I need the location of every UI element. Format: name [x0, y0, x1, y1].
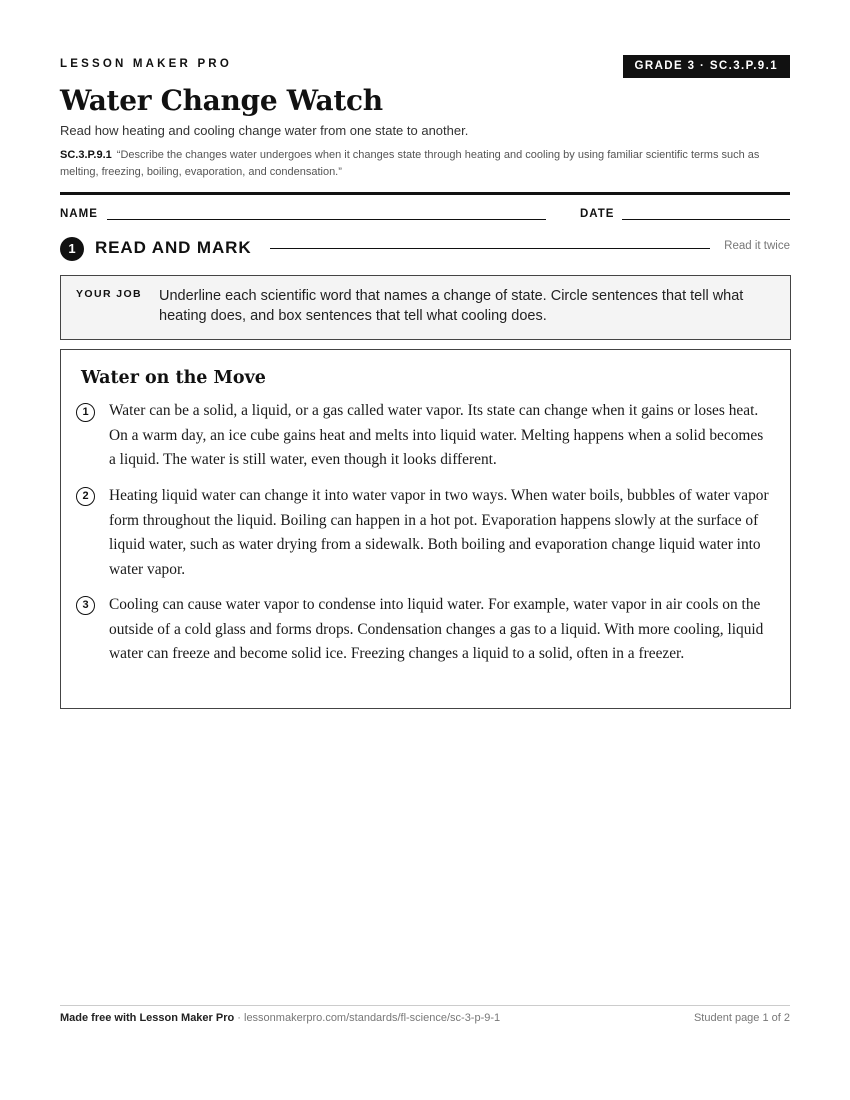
standard-statement — [60, 147, 792, 181]
date-field[interactable] — [622, 219, 790, 220]
section-divider — [270, 248, 710, 249]
your-job-box — [60, 275, 791, 340]
passage-paragraph: Heating liquid water can change it into water vapor in two ways. When water boils, bubbles of water vapor form throughout the liquid. Boiling can happen in a hot pot. Evaporation happens slowly at the surface of liquid water, such as water drying from a sidewalk. Both boiling and evaporation change liquid water into water vapor. — [109, 487, 769, 578]
footer-credit — [60, 1012, 500, 1024]
passage-paragraph: Cooling can cause water vapor to condense into liquid water. For example, water vapor in air cools on the outside of a cold glass and forms drops. Condensation changes a gas to a liquid. With more cooling, liquid water can freeze and become solid ice. Freezing changes a liquid to a solid, often in a freezer. — [109, 596, 764, 662]
name-label: NAME — [60, 208, 98, 220]
section-read-and-mark — [60, 237, 790, 261]
brand-name: LESSON MAKER PRO — [60, 58, 232, 70]
page-header — [60, 55, 790, 79]
section-number-badge: 1 — [60, 237, 84, 261]
paragraph-number-badge: 3 — [76, 596, 95, 615]
footer-divider — [60, 1005, 790, 1006]
header-divider — [60, 192, 790, 195]
reading-passage — [60, 349, 791, 709]
passage-paragraph: Water can be a solid, a liquid, or a gas called water vapor. Its state can change when it gains or loses heat. On a warm day, an ice cube gains heat and melts into liquid water. Melting happens when a solid becomes a liquid. The water is still water, even though it looks different. — [109, 402, 764, 468]
footer-separator: · — [234, 1012, 244, 1024]
standard-code: SC.3.P.9.1 — [60, 149, 112, 161]
section-note: Read it twice — [724, 240, 790, 252]
paragraph-number-badge: 1 — [76, 403, 95, 422]
worksheet-title: Water Change Watch — [60, 84, 383, 117]
worksheet-subtitle: Read how heating and cooling change water from one state to another. — [60, 123, 469, 138]
section-title: READ AND MARK — [95, 238, 252, 257]
date-label: DATE — [580, 208, 615, 220]
standard-text: “Describe the changes water undergoes when it changes state through heating and cooling by using familiar scientific terms such as melting, freezing, boiling, evaporation, and condensation.” — [60, 149, 760, 178]
paragraph-number-badge: 2 — [76, 487, 95, 506]
footer-url-link[interactable]: lessonmakerpro.com/standards/fl-science/sc-3-p-9-1 — [244, 1012, 501, 1024]
footer-page-number: Student page 1 of 2 — [693, 1012, 790, 1024]
name-field[interactable] — [107, 219, 546, 220]
footer-made-with: Made free with Lesson Maker Pro — [60, 1012, 235, 1024]
grade-standard-badge: GRADE 3 · SC.3.P.9.1 — [623, 55, 790, 78]
your-job-instructions: Underline each scientific word that names a change of state. Circle sentences that tell what heating does, and box sentences that tell what cooling does. — [159, 288, 744, 324]
your-job-label: YOUR JOB — [76, 288, 143, 300]
passage-title: Water on the Move — [81, 368, 266, 388]
